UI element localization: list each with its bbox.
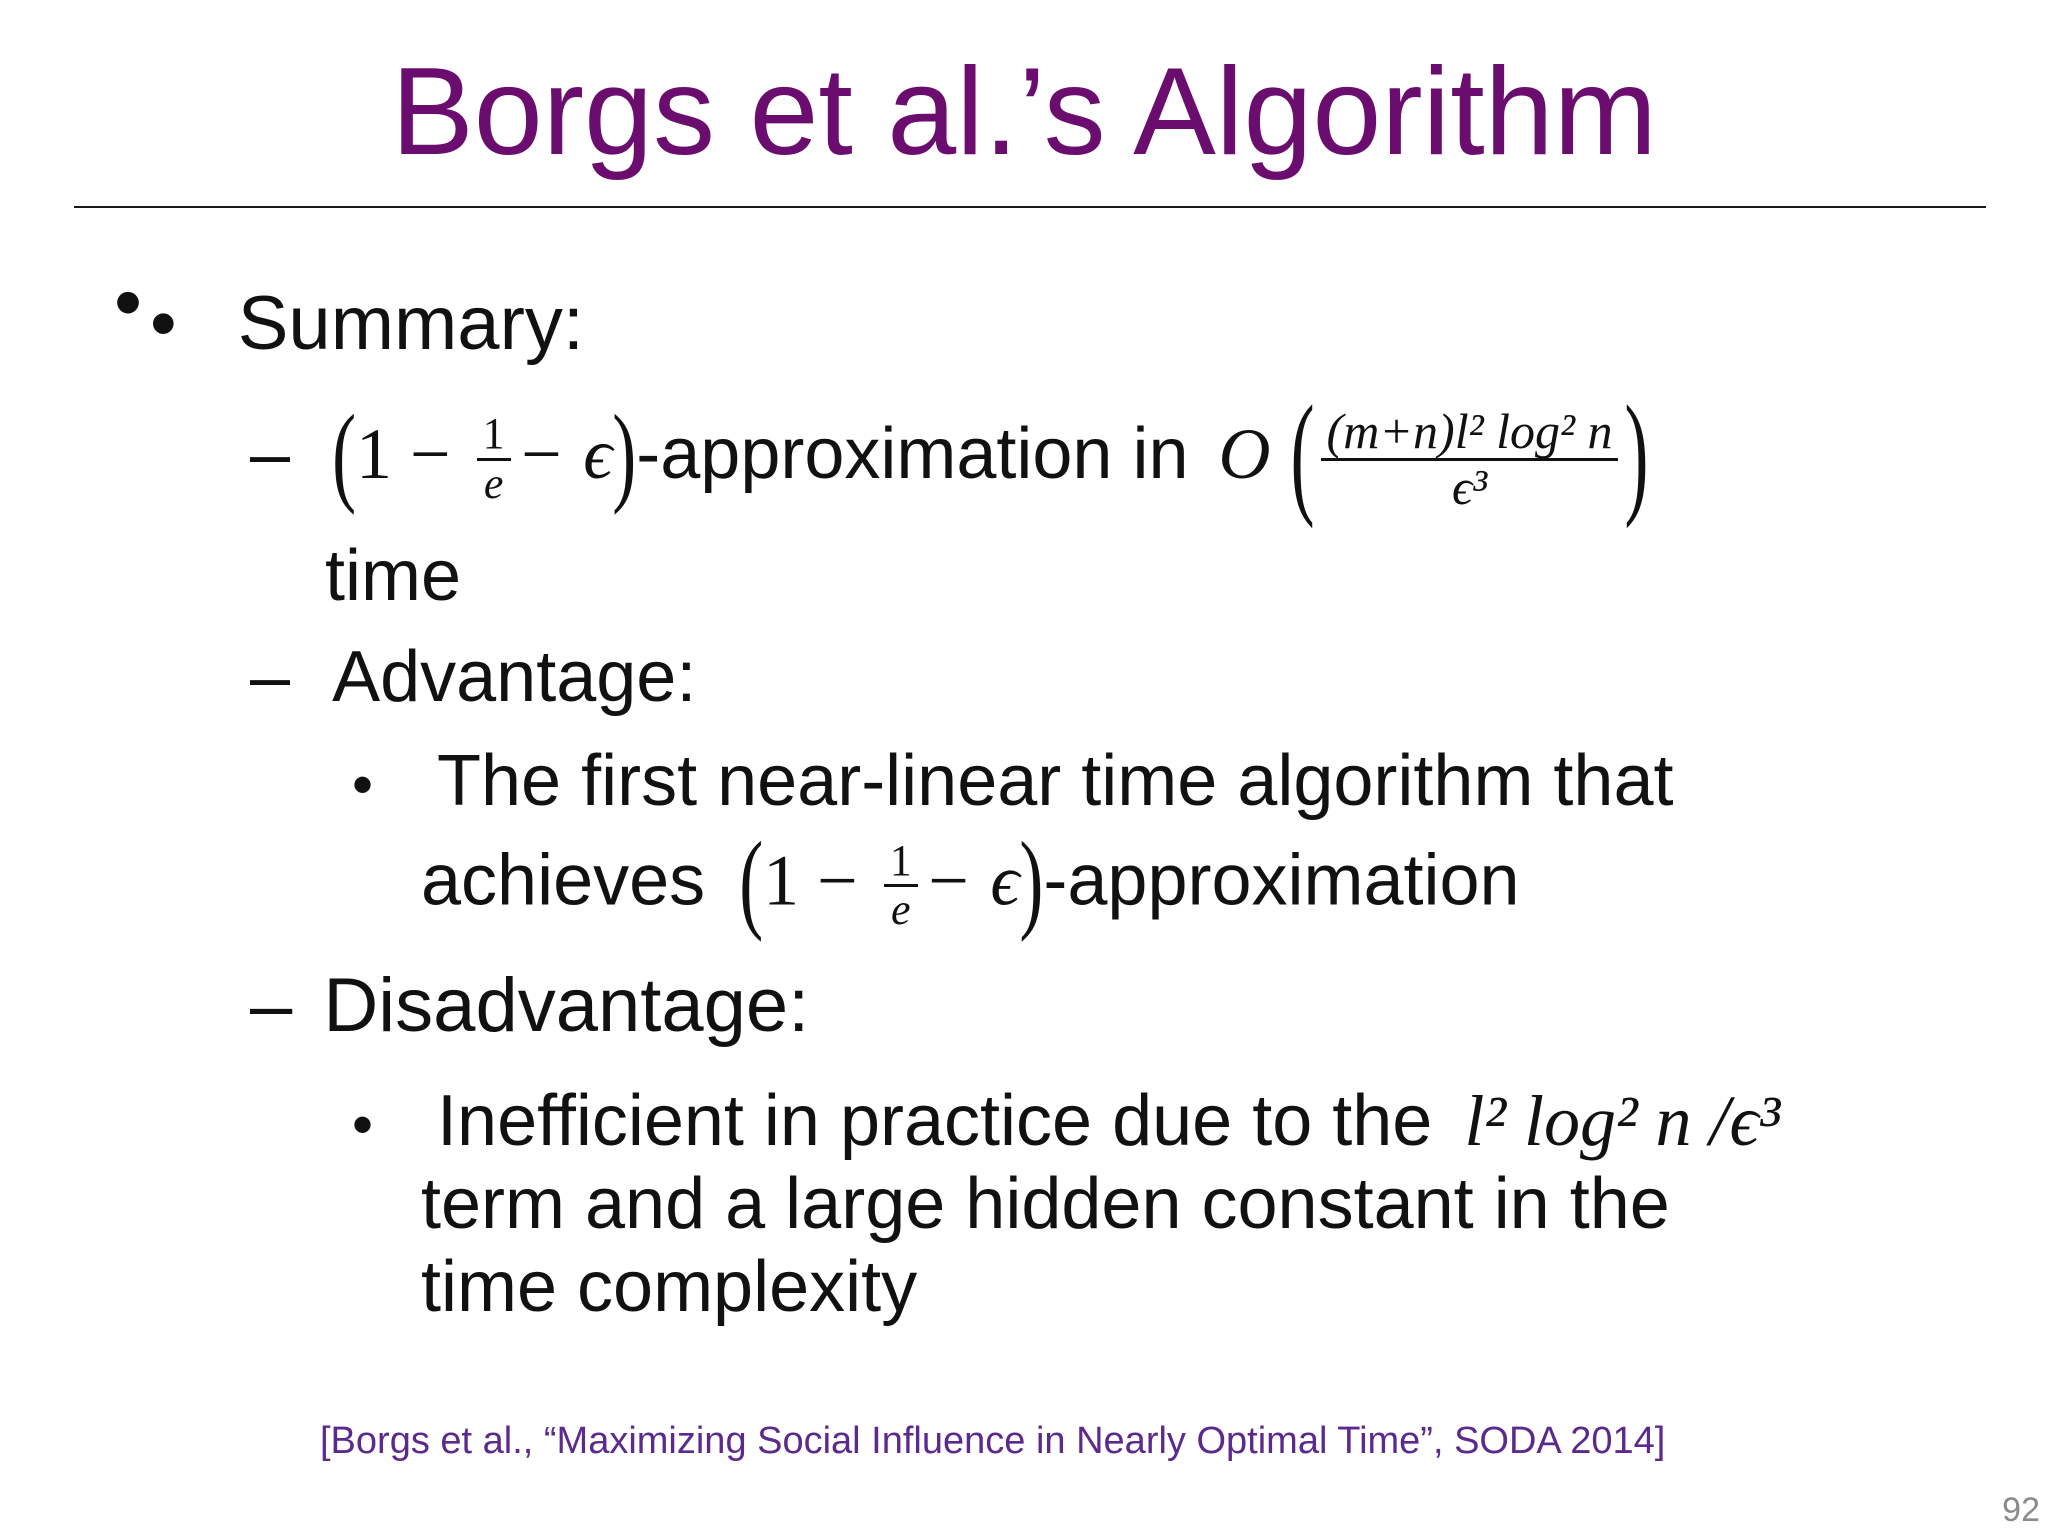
left-paren: ( [332,391,357,516]
sub-bullet: • [352,751,374,818]
summary-bullet: • [150,281,177,366]
summary-label: Summary: [237,281,585,366]
disadvantage-detail [352,1080,1780,1163]
page-number: 92 [2002,1491,2040,1529]
adv-fraction-numerator: 1 [884,838,918,887]
adv-right-paren: ) [1019,818,1044,943]
disadvantage-label: Disadvantage: [323,963,810,1048]
fraction-denominator: e [483,458,504,508]
advantage-label: Advantage: [332,637,697,717]
adv-one-over-e-fraction [884,838,918,933]
sub-bullet: • [352,1091,374,1158]
fraction-numerator: 1 [477,411,511,460]
big-o: O [1218,414,1271,495]
advantage-suffix: -approximation [1043,840,1520,921]
time-label: time [325,536,462,616]
advantage-detail [352,740,1674,822]
right-paren: ) [612,391,637,516]
advantage-achieves: achieves [421,840,706,921]
stray-bullet-dot: • [114,257,143,346]
disadvantage-item [250,962,809,1049]
slide-title: Borgs et al.’s Algorithm [391,43,1657,181]
adv-left-paren: ( [739,818,764,943]
summary-item [150,280,584,367]
title-divider [74,206,1986,208]
approximation-item [250,377,1649,530]
minus-epsilon: − ϵ [516,414,613,495]
disadvantage-line2: term and a large hidden constant in the [421,1164,1670,1244]
adv-fraction-denominator: e [891,885,911,935]
approx-suffix: -approximation in [636,414,1189,495]
citation: [Borgs et al., “Maximizing Social Influence in Nearly Optimal Time”, SODA 2014] [320,1420,1666,1462]
disadvantage-line3: time complexity [421,1247,918,1327]
o-left-paren: ( [1290,377,1315,530]
adv-minus-epsilon: − ϵ [923,840,1020,921]
advantage-item [250,636,696,718]
adv-approx-one: 1 − [763,840,858,921]
disadvantage-line1: Inefficient in practice due to the [437,1081,1433,1161]
complexity-denominator: ϵ³ [1451,458,1488,515]
approx-one: 1 − [356,414,451,495]
advantage-line2 [421,818,1520,943]
complexity-fraction [1321,405,1619,513]
one-over-e-fraction [477,411,511,506]
dash-bullet: – [250,414,291,495]
dash-bullet: – [250,637,291,717]
disadvantage-term: l² log² n /ϵ³ [1464,1081,1781,1161]
dash-bullet: – [250,963,293,1048]
complexity-numerator: (m+n)l² log² n [1321,405,1619,461]
advantage-line1: The first near-linear time algorithm that [437,741,1674,821]
o-right-paren: ) [1624,377,1649,530]
